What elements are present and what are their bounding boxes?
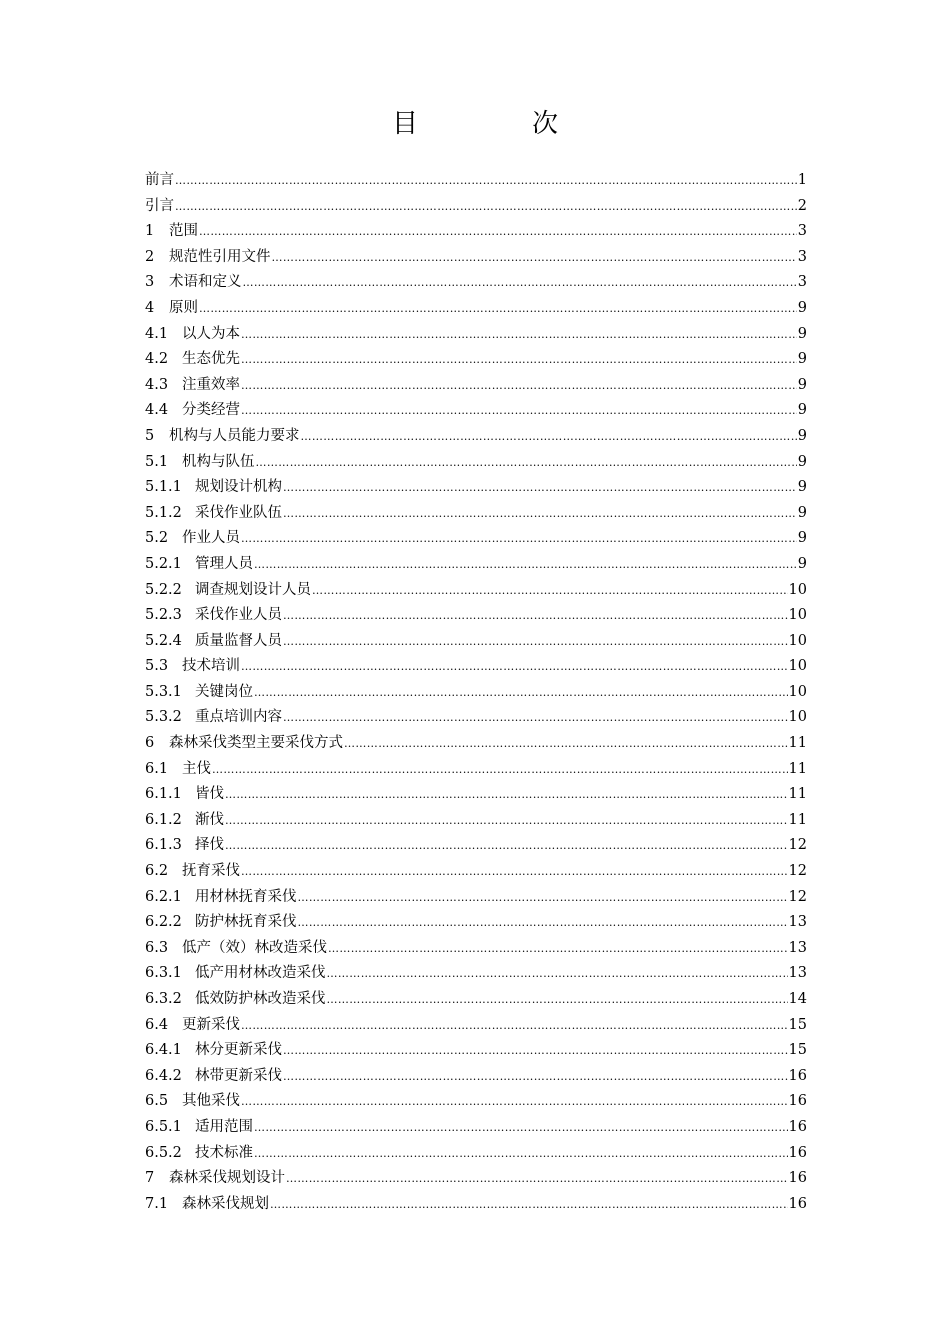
toc-entry[interactable] xyxy=(145,347,807,373)
toc-entry[interactable] xyxy=(145,501,807,527)
toc-entry-page: 10 xyxy=(788,632,807,649)
toc-entry-page: 16 xyxy=(788,1118,807,1135)
toc-entry[interactable] xyxy=(145,1141,807,1167)
page-title: 目 次 xyxy=(391,109,602,139)
toc-entry-page: 16 xyxy=(788,1093,807,1110)
toc-entry-label: 机构与人员能力要求 xyxy=(169,427,300,444)
toc-entry[interactable] xyxy=(145,168,807,194)
toc-entry-page: 9 xyxy=(797,376,807,393)
toc-entry-label: 注重效率 xyxy=(182,376,240,393)
toc-entry[interactable] xyxy=(145,654,807,680)
toc-entry-page: 14 xyxy=(788,991,807,1007)
toc-entry-label: 原则 xyxy=(169,299,198,316)
toc-entry-page: 15 xyxy=(788,1016,807,1033)
toc-entry[interactable] xyxy=(145,450,807,476)
toc-entry-number: 5 xyxy=(145,427,155,444)
toc-entry-label: 质量监督人员 xyxy=(195,632,282,649)
toc-entry-number: 7.1 xyxy=(145,1195,169,1212)
toc-entry-page: 16 xyxy=(788,1170,807,1187)
toc-entry-number: 4.2 xyxy=(145,351,169,368)
toc-entry-page: 3 xyxy=(797,223,807,240)
toc-entry-page: 16 xyxy=(788,1195,807,1212)
toc-entry[interactable] xyxy=(145,398,807,424)
toc-entry[interactable] xyxy=(145,1192,807,1218)
toc-entry-page: 13 xyxy=(788,965,807,982)
toc-entry-label: 调查规划设计人员 xyxy=(195,581,311,598)
toc-leader-dots xyxy=(283,1038,788,1064)
toc-entry-label: 皆伐 xyxy=(195,786,224,803)
toc-entry[interactable] xyxy=(145,270,807,296)
toc-entry-number: 6.5 xyxy=(145,1093,169,1110)
toc-entry[interactable] xyxy=(145,1038,807,1064)
toc-entry[interactable] xyxy=(145,194,807,220)
toc-leader-dots xyxy=(241,347,797,373)
toc-entry-label: 林分更新采伐 xyxy=(195,1042,282,1059)
toc-entry-page: 11 xyxy=(788,735,807,752)
toc-entry-label: 森林采伐规划设计 xyxy=(169,1170,285,1187)
toc-entry-number: 5.3.1 xyxy=(145,683,182,700)
toc-entry-number: 6.5.1 xyxy=(145,1118,182,1135)
toc-entry-page: 13 xyxy=(788,939,807,956)
toc-entry[interactable] xyxy=(145,961,807,987)
toc-entry-number: 3 xyxy=(145,274,155,291)
toc-entry-page: 9 xyxy=(797,453,807,470)
toc-entry-number: 5.3.2 xyxy=(145,709,182,726)
toc-leader-dots xyxy=(241,654,788,680)
toc-entry[interactable] xyxy=(145,859,807,885)
toc-entry-label: 规划设计机构 xyxy=(195,479,282,496)
toc-entry-page: 10 xyxy=(788,683,807,700)
toc-entry-number: 5.2.3 xyxy=(145,607,182,624)
toc-entry-page: 9 xyxy=(797,402,807,419)
toc-entry-label: 管理人员 xyxy=(195,555,253,572)
toc-entry-label: 关键岗位 xyxy=(195,683,253,700)
toc-entry-label: 渐伐 xyxy=(195,811,224,828)
toc-entry-page: 9 xyxy=(797,299,807,316)
toc-entry-label: 采伐作业人员 xyxy=(195,607,282,624)
toc-leader-dots xyxy=(327,961,788,987)
toc-entry[interactable] xyxy=(145,603,807,629)
toc-leader-dots xyxy=(241,322,797,348)
toc-leader-dots xyxy=(283,475,797,501)
toc-entry[interactable] xyxy=(145,782,807,808)
toc-leader-dots xyxy=(286,1166,788,1192)
toc-entry-number: 6 xyxy=(145,735,155,752)
toc-leader-dots xyxy=(199,219,797,245)
toc-leader-dots xyxy=(283,629,788,655)
toc-entry-page: 9 xyxy=(797,427,807,444)
toc-entry-number: 5.2.1 xyxy=(145,555,182,572)
toc-entry-page: 16 xyxy=(788,1067,807,1084)
toc-entry-number: 4 xyxy=(145,299,155,316)
toc-entry-number: 6.3 xyxy=(145,939,169,956)
toc-entry-label: 低效防护林改造采伐 xyxy=(195,991,326,1007)
toc-leader-dots xyxy=(241,398,797,424)
toc-leader-dots xyxy=(175,168,797,194)
toc-entry-label: 适用范围 xyxy=(195,1118,253,1135)
toc-entry-number: 6.2.2 xyxy=(145,914,182,931)
toc-leader-dots xyxy=(254,552,797,578)
toc-entry-label: 重点培训内容 xyxy=(195,709,282,726)
toc-entry-number: 2 xyxy=(145,248,155,265)
toc-entry[interactable] xyxy=(145,629,807,655)
toc-entry-label: 前言 xyxy=(145,172,174,188)
toc-entry-page: 1 xyxy=(797,172,807,188)
toc-leader-dots xyxy=(298,910,788,936)
toc-entry[interactable] xyxy=(145,1013,807,1039)
toc-leader-dots xyxy=(254,1141,788,1167)
toc-leader-dots xyxy=(225,808,788,834)
toc-entry-number: 4.4 xyxy=(145,402,169,419)
toc-entry-page: 16 xyxy=(788,1144,807,1161)
toc-entry-label: 低产（效）林改造采伐 xyxy=(182,939,327,956)
toc-leader-dots xyxy=(241,859,788,885)
toc-entry-label: 作业人员 xyxy=(182,530,240,547)
toc-entry-page: 9 xyxy=(797,504,807,521)
toc-leader-dots xyxy=(241,526,797,552)
toc-entry-number: 1 xyxy=(145,223,155,240)
toc-entry-number: 6.2.1 xyxy=(145,888,182,905)
toc-entry[interactable] xyxy=(145,373,807,399)
toc-entry[interactable] xyxy=(145,987,807,1013)
toc-entry-page: 9 xyxy=(797,351,807,368)
toc-entry-label: 防护林抚育采伐 xyxy=(195,914,297,931)
toc-entry-label: 择伐 xyxy=(195,837,224,854)
toc-entry-label: 以人为本 xyxy=(182,325,240,342)
toc-entry[interactable] xyxy=(145,1115,807,1141)
toc-leader-dots xyxy=(283,603,788,629)
toc-leader-dots xyxy=(212,757,788,783)
toc-entry-page: 10 xyxy=(788,607,807,624)
toc-entry[interactable] xyxy=(145,1064,807,1090)
toc-entry-label: 术语和定义 xyxy=(169,274,242,291)
toc-entry[interactable] xyxy=(145,705,807,731)
toc-entry-page: 11 xyxy=(788,786,807,803)
toc-entry-page: 2 xyxy=(797,197,807,214)
toc-leader-dots xyxy=(243,270,797,296)
toc-entry[interactable] xyxy=(145,910,807,936)
toc-leader-dots xyxy=(225,833,788,859)
toc-entry-label: 抚育采伐 xyxy=(182,863,240,880)
toc-entry-number: 6.1.3 xyxy=(145,837,182,854)
toc-leader-dots xyxy=(254,680,788,706)
toc-leader-dots xyxy=(175,194,797,220)
toc-entry[interactable] xyxy=(145,552,807,578)
toc-entry[interactable] xyxy=(145,578,807,604)
toc-leader-dots xyxy=(301,424,797,450)
toc-entry-number: 6.1.2 xyxy=(145,811,182,828)
toc-leader-dots xyxy=(254,1115,788,1141)
toc-entry-page: 10 xyxy=(788,709,807,726)
toc-entry-number: 6.4 xyxy=(145,1016,169,1033)
toc-entry-number: 6.1 xyxy=(145,760,169,777)
toc-entry-label: 分类经营 xyxy=(182,402,240,419)
toc-entry-label: 机构与队伍 xyxy=(182,453,255,470)
toc-entry-number: 6.2 xyxy=(145,863,169,880)
toc-entry-page: 12 xyxy=(788,863,807,880)
toc-entry-label: 森林采伐类型主要采伐方式 xyxy=(169,735,343,752)
toc-leader-dots xyxy=(283,705,788,731)
toc-entry-label: 主伐 xyxy=(182,760,211,777)
toc-entry[interactable] xyxy=(145,1166,807,1192)
toc-entry[interactable] xyxy=(145,885,807,911)
toc-entry-label: 其他采伐 xyxy=(182,1093,240,1110)
toc-entry-page: 9 xyxy=(797,479,807,496)
toc-entry-label: 范围 xyxy=(169,223,198,240)
toc-entry-page: 11 xyxy=(788,760,807,777)
toc-leader-dots xyxy=(298,885,788,911)
toc-entry-number: 6.4.1 xyxy=(145,1042,182,1059)
toc-entry-page: 3 xyxy=(797,248,807,265)
toc-entry[interactable] xyxy=(145,936,807,962)
toc-entry-label: 技术标准 xyxy=(195,1144,253,1161)
toc-entry[interactable] xyxy=(145,526,807,552)
toc-entry-number: 5.2 xyxy=(145,530,169,547)
toc-leader-dots xyxy=(241,1013,788,1039)
toc-entry[interactable] xyxy=(145,219,807,245)
toc-entry-page: 9 xyxy=(797,325,807,342)
toc-entry-label: 生态优先 xyxy=(182,351,240,368)
toc-entry-page: 10 xyxy=(788,581,807,598)
toc-entry-number: 5.2.4 xyxy=(145,632,182,649)
toc-entry-page: 15 xyxy=(788,1042,807,1059)
table-of-contents xyxy=(145,168,807,1217)
toc-leader-dots xyxy=(312,578,788,604)
toc-leader-dots xyxy=(225,782,788,808)
toc-entry-number: 6.5.2 xyxy=(145,1144,182,1161)
toc-entry[interactable] xyxy=(145,731,807,757)
toc-entry[interactable] xyxy=(145,424,807,450)
toc-entry[interactable] xyxy=(145,833,807,859)
toc-entry-page: 12 xyxy=(788,837,807,854)
toc-leader-dots xyxy=(241,1089,788,1115)
toc-entry-page: 9 xyxy=(797,555,807,572)
toc-entry-label: 更新采伐 xyxy=(182,1016,240,1033)
toc-entry[interactable] xyxy=(145,475,807,501)
toc-entry-page: 9 xyxy=(797,530,807,547)
toc-entry-label: 规范性引用文件 xyxy=(169,248,271,265)
toc-entry-label: 用材林抚育采伐 xyxy=(195,888,297,905)
toc-entry-page: 12 xyxy=(788,888,807,905)
toc-leader-dots xyxy=(272,245,797,271)
toc-leader-dots xyxy=(199,296,797,322)
toc-entry[interactable] xyxy=(145,245,807,271)
toc-entry[interactable] xyxy=(145,757,807,783)
toc-entry-number: 6.1.1 xyxy=(145,786,182,803)
toc-entry-page: 10 xyxy=(788,658,807,675)
toc-entry-page: 3 xyxy=(797,274,807,291)
toc-entry-number: 5.1 xyxy=(145,453,169,470)
toc-entry-number: 4.1 xyxy=(145,325,169,342)
toc-leader-dots xyxy=(241,373,797,399)
toc-entry-number: 6.3.2 xyxy=(145,991,182,1007)
toc-entry[interactable] xyxy=(145,808,807,834)
toc-entry-number: 5.1.2 xyxy=(145,504,182,521)
toc-leader-dots xyxy=(256,450,797,476)
toc-entry-label: 引言 xyxy=(145,197,174,214)
toc-entry-label: 林带更新采伐 xyxy=(195,1067,282,1084)
toc-leader-dots xyxy=(283,1064,788,1090)
toc-entry-page: 13 xyxy=(788,914,807,931)
toc-entry-label: 低产用材林改造采伐 xyxy=(195,965,326,982)
toc-entry-number: 7 xyxy=(145,1170,155,1187)
toc-entry[interactable] xyxy=(145,322,807,348)
toc-leader-dots xyxy=(344,731,788,757)
toc-entry-number: 5.2.2 xyxy=(145,581,182,598)
toc-entry-number: 6.3.1 xyxy=(145,965,182,982)
toc-entry-label: 采伐作业队伍 xyxy=(195,504,282,521)
toc-entry-number: 5.3 xyxy=(145,658,169,675)
toc-leader-dots xyxy=(270,1192,788,1218)
toc-leader-dots xyxy=(283,501,797,527)
toc-entry-label: 技术培训 xyxy=(182,658,240,675)
toc-entry-number: 4.3 xyxy=(145,376,169,393)
toc-leader-dots xyxy=(327,987,788,1013)
toc-entry[interactable] xyxy=(145,1089,807,1115)
toc-leader-dots xyxy=(328,936,788,962)
toc-entry[interactable] xyxy=(145,296,807,322)
toc-entry-number: 5.1.1 xyxy=(145,479,182,496)
toc-entry-number: 6.4.2 xyxy=(145,1067,182,1084)
toc-entry-label: 森林采伐规划 xyxy=(182,1195,269,1212)
toc-entry-page: 11 xyxy=(788,811,807,828)
toc-entry[interactable] xyxy=(145,680,807,706)
